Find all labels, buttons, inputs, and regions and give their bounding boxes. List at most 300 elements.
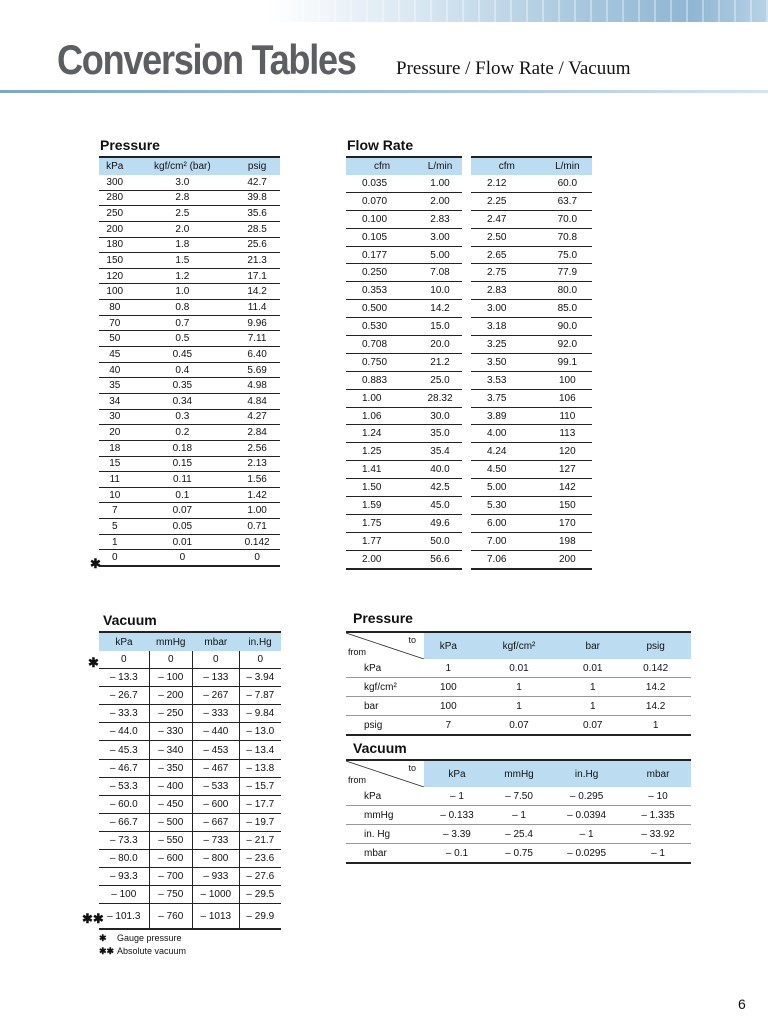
vacuum-table xyxy=(99,631,281,930)
vacuum-row xyxy=(99,850,281,868)
pressure-conversion-cell: kPa xyxy=(346,659,424,678)
vacuum-cell: – 15.7 xyxy=(239,777,281,795)
flow-left-cell: 45.0 xyxy=(418,497,462,515)
vacuum-conversion-cell: – 1 xyxy=(548,825,625,844)
pressure-cell: 120 xyxy=(99,268,131,284)
to-label: to xyxy=(408,763,416,773)
flow-right-cell: 113 xyxy=(543,425,592,443)
pressure-cell: 4.98 xyxy=(234,378,280,394)
pressure-cell: 0.11 xyxy=(131,472,235,488)
flow-right-cell: 5.00 xyxy=(471,479,543,497)
vacuum-conversion-cell: – 0.133 xyxy=(424,806,490,825)
flow-left-row xyxy=(346,175,462,192)
vacuum-conversion-cell: kPa xyxy=(346,787,424,806)
pressure-cell: 11.4 xyxy=(234,300,280,316)
flow-left-row xyxy=(346,336,462,354)
pressure-row xyxy=(99,550,280,566)
flow-right-row xyxy=(471,497,592,515)
vacuum-row xyxy=(99,886,281,904)
pressure-cell: 0.01 xyxy=(131,534,235,550)
vacuum-conversion-cell: – 0.1 xyxy=(424,844,490,864)
pressure-conversion-cell: 14.2 xyxy=(620,678,691,697)
pressure-row xyxy=(99,519,280,535)
vacuum-cell: – 267 xyxy=(193,687,240,705)
flow-left-cell: 0.708 xyxy=(346,336,418,354)
vacuum-conversion-cell: – 1 xyxy=(490,806,548,825)
flow-left-cell: 21.2 xyxy=(418,353,462,371)
pressure-conversion-cell: 7 xyxy=(424,716,473,736)
flow-right-row xyxy=(471,550,592,568)
pressure-row xyxy=(99,378,280,394)
flow-right-cell: 170 xyxy=(543,514,592,532)
pressure-conversion-column-header: kPa xyxy=(424,632,473,659)
flow-right-row xyxy=(471,192,592,210)
flow-left-row xyxy=(346,371,462,389)
flow-right-cell: 100 xyxy=(543,371,592,389)
pressure-cell: 180 xyxy=(99,237,131,253)
pressure-conversion-row xyxy=(346,716,691,736)
pressure-cell: 50 xyxy=(99,331,131,347)
pressure-conversion-cell: 1 xyxy=(473,697,566,716)
flow-right-cell: 4.50 xyxy=(471,461,543,479)
vacuum-cell: 0 xyxy=(193,651,240,669)
vacuum-cell: – 7.87 xyxy=(239,687,281,705)
flow-left-row xyxy=(346,210,462,228)
vacuum-cell: – 23.6 xyxy=(239,850,281,868)
flow-left-cell: 35.0 xyxy=(418,425,462,443)
vacuum-cell: – 9.84 xyxy=(239,705,281,723)
flow-right-cell: 4.24 xyxy=(471,443,543,461)
pressure-row xyxy=(99,487,280,503)
flow-right-row xyxy=(471,407,592,425)
vacuum-conversion-body xyxy=(346,787,691,863)
flow-right-cell: 2.47 xyxy=(471,210,543,228)
footnote-gauge xyxy=(99,933,182,944)
flow-left-row xyxy=(346,532,462,550)
pressure-cell: 0.71 xyxy=(234,519,280,535)
flow-left-cell: 3.00 xyxy=(418,228,462,246)
to-label: to xyxy=(408,635,416,645)
pressure-conversion-cell: 1 xyxy=(620,716,691,736)
pressure-table xyxy=(99,156,280,567)
flow-right-cell: 2.75 xyxy=(471,264,543,282)
pressure-section-title: Pressure xyxy=(100,137,160,153)
flow-left-cell: 0.105 xyxy=(346,228,418,246)
pressure-cell: 39.8 xyxy=(234,190,280,206)
pressure-row xyxy=(99,425,280,441)
pressure-cell: 0 xyxy=(131,550,235,566)
pressure-cell: 15 xyxy=(99,456,131,472)
pressure-cell: 0.4 xyxy=(131,362,235,378)
flow-right-row xyxy=(471,318,592,336)
pressure-conversion-cell: 1 xyxy=(565,697,620,716)
pressure-row xyxy=(99,190,280,206)
flow-right-cell: 3.89 xyxy=(471,407,543,425)
pressure-cell: 5.69 xyxy=(234,362,280,378)
flow-right-cell: 200 xyxy=(543,550,592,568)
pressure-row xyxy=(99,456,280,472)
flow-left-cell: 15.0 xyxy=(418,318,462,336)
vacuum-cell: – 29.5 xyxy=(239,886,281,904)
flow-right-column-header: L/min xyxy=(543,157,592,175)
vacuum-cell: – 73.3 xyxy=(99,831,149,849)
vacuum-conversion-cell: in. Hg xyxy=(346,825,424,844)
pressure-cell: 0.3 xyxy=(131,409,235,425)
flow-left-cell: 1.75 xyxy=(346,514,418,532)
pressure-row xyxy=(99,237,280,253)
pressure-conversion-cell: 1 xyxy=(565,678,620,697)
vacuum-row xyxy=(99,705,281,723)
vacuum-row xyxy=(99,759,281,777)
footnote-absolute-marker: ✱✱ xyxy=(99,946,115,956)
flow-right-cell: 120 xyxy=(543,443,592,461)
flow-right-cell: 3.53 xyxy=(471,371,543,389)
pressure-conversion-cell: bar xyxy=(346,697,424,716)
footnote-absolute-text: Absolute vacuum xyxy=(117,946,187,956)
pressure-cell: 0.142 xyxy=(234,534,280,550)
flow-right-cell: 92.0 xyxy=(543,336,592,354)
pressure-cell: 0.05 xyxy=(131,519,235,535)
pressure-cell: 0.35 xyxy=(131,378,235,394)
pressure-column-header: kgf/cm² (bar) xyxy=(131,157,235,175)
vacuum-cell: – 467 xyxy=(193,759,240,777)
header-band xyxy=(0,0,768,22)
pressure-row xyxy=(99,300,280,316)
flow-right-cell: 2.50 xyxy=(471,228,543,246)
vacuum-cell: – 733 xyxy=(193,831,240,849)
flow-right-row xyxy=(471,371,592,389)
flow-left-cell: 49.6 xyxy=(418,514,462,532)
vacuum-conversion-title: Vacuum xyxy=(353,740,407,756)
flow-left-cell: 0.100 xyxy=(346,210,418,228)
flow-right-row xyxy=(471,479,592,497)
pressure-cell: 10 xyxy=(99,487,131,503)
vacuum-cell: – 760 xyxy=(149,904,192,930)
flow-right-cell: 3.50 xyxy=(471,353,543,371)
flow-left-cell: 56.6 xyxy=(418,550,462,568)
flow-right-cell: 110 xyxy=(543,407,592,425)
vacuum-cell: – 1013 xyxy=(193,904,240,930)
flow-right-cell: 2.65 xyxy=(471,246,543,264)
pressure-cell: 7 xyxy=(99,503,131,519)
vacuum-cell: – 100 xyxy=(149,669,192,687)
pressure-cell: 1.0 xyxy=(131,284,235,300)
flow-right-cell: 63.7 xyxy=(543,192,592,210)
flow-left-row xyxy=(346,318,462,336)
pressure-conversion-column-header: psig xyxy=(620,632,691,659)
pressure-cell: 11 xyxy=(99,472,131,488)
vacuum-cell: 0 xyxy=(99,651,149,669)
pressure-cell: 1 xyxy=(99,534,131,550)
pressure-conversion-row xyxy=(346,678,691,697)
flow-left-header-row xyxy=(346,157,462,175)
pressure-cell: 0.15 xyxy=(131,456,235,472)
pressure-row xyxy=(99,268,280,284)
flow-left-row xyxy=(346,497,462,515)
flow-left-row xyxy=(346,300,462,318)
vacuum-cell: – 33.3 xyxy=(99,705,149,723)
vacuum-conversion-cell: – 0.0295 xyxy=(548,844,625,864)
vacuum-cell: – 750 xyxy=(149,886,192,904)
vacuum-row xyxy=(99,904,281,930)
vacuum-conversion-cell: – 0.295 xyxy=(548,787,625,806)
flow-left-cell: 1.25 xyxy=(346,443,418,461)
vacuum-cell: – 800 xyxy=(193,850,240,868)
vacuum-row xyxy=(99,795,281,813)
pressure-cell: 2.13 xyxy=(234,456,280,472)
flow-right-row xyxy=(471,282,592,300)
pressure-conversion-column-header: bar xyxy=(565,632,620,659)
vacuum-cell: – 80.0 xyxy=(99,850,149,868)
flow-right-cell: 90.0 xyxy=(543,318,592,336)
flow-right-row xyxy=(471,264,592,282)
pressure-cell: 42.7 xyxy=(234,175,280,190)
pressure-cell: 1.00 xyxy=(234,503,280,519)
vacuum-row xyxy=(99,723,281,741)
flow-right-cell: 3.75 xyxy=(471,389,543,407)
pressure-conversion-cell: 0.01 xyxy=(473,659,566,678)
pressure-cell: 30 xyxy=(99,409,131,425)
pressure-cell: 17.1 xyxy=(234,268,280,284)
flow-left-row xyxy=(346,425,462,443)
vacuum-cell: – 29.9 xyxy=(239,904,281,930)
pressure-row xyxy=(99,284,280,300)
vacuum-cell: – 100 xyxy=(99,886,149,904)
pressure-row xyxy=(99,315,280,331)
pressure-cell: 100 xyxy=(99,284,131,300)
flow-left-cell: 42.5 xyxy=(418,479,462,497)
vacuum-conversion-row xyxy=(346,844,691,864)
vacuum-conversion-row xyxy=(346,806,691,825)
pressure-row xyxy=(99,347,280,363)
vacuum-cell: – 250 xyxy=(149,705,192,723)
flow-right-row xyxy=(471,210,592,228)
footnote-absolute xyxy=(99,946,186,957)
pressure-cell: 1.8 xyxy=(131,237,235,253)
flow-right-row xyxy=(471,246,592,264)
vacuum-gauge-marker: ✱ xyxy=(88,655,99,670)
flow-left-cell: 1.59 xyxy=(346,497,418,515)
pressure-cell: 5 xyxy=(99,519,131,535)
pressure-conversion-cell: 100 xyxy=(424,678,473,697)
flow-right-cell: 5.30 xyxy=(471,497,543,515)
vacuum-row xyxy=(99,831,281,849)
flow-right-cell: 3.18 xyxy=(471,318,543,336)
flow-right-row xyxy=(471,389,592,407)
pressure-row xyxy=(99,534,280,550)
flow-left-cell: 14.2 xyxy=(418,300,462,318)
vacuum-cell: – 17.7 xyxy=(239,795,281,813)
flow-left-cell: 5.00 xyxy=(418,246,462,264)
pressure-cell: 0.18 xyxy=(131,440,235,456)
flow-right-row xyxy=(471,461,592,479)
pressure-row xyxy=(99,253,280,269)
pressure-cell: 300 xyxy=(99,175,131,190)
pressure-cell: 200 xyxy=(99,221,131,237)
vacuum-cell: – 133 xyxy=(193,669,240,687)
pressure-conversion-body xyxy=(346,659,691,735)
vacuum-cell: 0 xyxy=(239,651,281,669)
vacuum-row xyxy=(99,741,281,759)
vacuum-conversion-cell: mmHg xyxy=(346,806,424,825)
flow-left-cell: 0.353 xyxy=(346,282,418,300)
vacuum-row xyxy=(99,687,281,705)
flow-right-row xyxy=(471,443,592,461)
pressure-cell: 0.2 xyxy=(131,425,235,441)
pressure-header-row xyxy=(99,157,280,175)
flow-right-column-header: cfm xyxy=(471,157,543,175)
flow-right-cell: 7.00 xyxy=(471,532,543,550)
flow-right-cell: 150 xyxy=(543,497,592,515)
vacuum-cell: – 340 xyxy=(149,741,192,759)
flow-right-row xyxy=(471,425,592,443)
pressure-conversion-cell: 0.142 xyxy=(620,659,691,678)
vacuum-conversion-row xyxy=(346,825,691,844)
flow-right-row xyxy=(471,175,592,192)
pressure-conversion-header-row xyxy=(346,632,691,659)
vacuum-table-body xyxy=(99,651,281,929)
vacuum-cell: – 13.3 xyxy=(99,669,149,687)
vacuum-cell: – 400 xyxy=(149,777,192,795)
flow-left-cell: 25.0 xyxy=(418,371,462,389)
flow-right-cell: 85.0 xyxy=(543,300,592,318)
pressure-cell: 70 xyxy=(99,315,131,331)
flow-left-cell: 1.41 xyxy=(346,461,418,479)
flow-right-cell: 70.8 xyxy=(543,228,592,246)
pressure-cell: 45 xyxy=(99,347,131,363)
pressure-cell: 4.27 xyxy=(234,409,280,425)
vacuum-column-header: mbar xyxy=(193,632,240,651)
flow-left-cell: 1.06 xyxy=(346,407,418,425)
pressure-cell: 2.56 xyxy=(234,440,280,456)
pressure-cell: 34 xyxy=(99,393,131,409)
flow-table-left xyxy=(346,156,462,570)
pressure-row xyxy=(99,440,280,456)
pressure-conversion-cell: 0.07 xyxy=(565,716,620,736)
pressure-cell: 2.8 xyxy=(131,190,235,206)
flow-left-cell: 2.00 xyxy=(418,192,462,210)
pressure-conversion-title: Pressure xyxy=(353,610,413,626)
pressure-cell: 0.5 xyxy=(131,331,235,347)
vacuum-cell: – 330 xyxy=(149,723,192,741)
flow-left-cell: 30.0 xyxy=(418,407,462,425)
flow-left-row xyxy=(346,353,462,371)
vacuum-cell: – 53.3 xyxy=(99,777,149,795)
flow-table-right xyxy=(471,156,592,570)
pressure-row xyxy=(99,472,280,488)
vacuum-conversion-cell: – 0.75 xyxy=(490,844,548,864)
vacuum-cell: – 600 xyxy=(193,795,240,813)
gauge-pressure-marker: ✱ xyxy=(90,556,101,571)
pressure-cell: 1.5 xyxy=(131,253,235,269)
vacuum-cell: – 21.7 xyxy=(239,831,281,849)
pressure-conversion-cell: 0.07 xyxy=(473,716,566,736)
pressure-row xyxy=(99,393,280,409)
flow-left-cell: 0.035 xyxy=(346,175,418,192)
flow-right-cell: 198 xyxy=(543,532,592,550)
vacuum-conversion-column-header: mmHg xyxy=(490,760,548,787)
vacuum-cell: – 13.4 xyxy=(239,741,281,759)
vacuum-row xyxy=(99,813,281,831)
flow-right-row xyxy=(471,514,592,532)
vacuum-conversion-column-header: mbar xyxy=(625,760,691,787)
vacuum-conversion-header-row xyxy=(346,760,691,787)
pressure-table-body xyxy=(99,175,280,566)
flow-left-row xyxy=(346,479,462,497)
pressure-cell: 2.84 xyxy=(234,425,280,441)
pressure-row xyxy=(99,503,280,519)
pressure-conversion-row xyxy=(346,659,691,678)
flow-left-cell: 40.0 xyxy=(418,461,462,479)
vacuum-cell: – 450 xyxy=(149,795,192,813)
vacuum-cell: 0 xyxy=(149,651,192,669)
pressure-column-header: psig xyxy=(234,157,280,175)
flow-left-cell: 0.500 xyxy=(346,300,418,318)
vacuum-cell: – 13.0 xyxy=(239,723,281,741)
flow-right-cell: 3.00 xyxy=(471,300,543,318)
flow-right-cell: 77.9 xyxy=(543,264,592,282)
vacuum-cell: – 550 xyxy=(149,831,192,849)
pressure-row xyxy=(99,409,280,425)
pressure-conversion-cell: 100 xyxy=(424,697,473,716)
flow-right-cell: 127 xyxy=(543,461,592,479)
vacuum-cell: – 333 xyxy=(193,705,240,723)
pressure-conversion-cell: 1 xyxy=(424,659,473,678)
flow-left-cell: 1.50 xyxy=(346,479,418,497)
flow-right-cell: 6.00 xyxy=(471,514,543,532)
pressure-cell: 35.6 xyxy=(234,206,280,222)
pressure-cell: 250 xyxy=(99,206,131,222)
pressure-conversion-cell: 1 xyxy=(473,678,566,697)
vacuum-row xyxy=(99,669,281,687)
flow-left-cell: 35.4 xyxy=(418,443,462,461)
vacuum-cell: – 700 xyxy=(149,868,192,886)
flow-left-row xyxy=(346,246,462,264)
flow-right-row xyxy=(471,300,592,318)
flow-right-cell: 2.25 xyxy=(471,192,543,210)
flow-right-cell: 142 xyxy=(543,479,592,497)
pressure-row xyxy=(99,362,280,378)
vacuum-conversion-cell: – 0.0394 xyxy=(548,806,625,825)
vacuum-column-header: kPa xyxy=(99,632,149,651)
flow-left-cell: 0.177 xyxy=(346,246,418,264)
pressure-row xyxy=(99,206,280,222)
page-number: 6 xyxy=(738,996,746,1012)
pressure-cell: 1.42 xyxy=(234,487,280,503)
footnote-gauge-marker: ✱ xyxy=(99,933,107,943)
flow-left-cell: 0.070 xyxy=(346,192,418,210)
vacuum-conversion-cell: – 1 xyxy=(424,787,490,806)
flow-left-row xyxy=(346,192,462,210)
vacuum-column-header: mmHg xyxy=(149,632,192,651)
pressure-conversion-from-to-corner xyxy=(346,632,424,659)
pressure-cell: 4.84 xyxy=(234,393,280,409)
pressure-cell: 28.5 xyxy=(234,221,280,237)
vacuum-cell: – 933 xyxy=(193,868,240,886)
pressure-cell: 1.2 xyxy=(131,268,235,284)
pressure-cell: 7.11 xyxy=(234,331,280,347)
pressure-cell: 150 xyxy=(99,253,131,269)
pressure-cell: 0.34 xyxy=(131,393,235,409)
flow-right-row xyxy=(471,336,592,354)
vacuum-cell: – 93.3 xyxy=(99,868,149,886)
vacuum-row xyxy=(99,868,281,886)
pressure-cell: 0.8 xyxy=(131,300,235,316)
pressure-conversion-row xyxy=(346,697,691,716)
flow-section-title: Flow Rate xyxy=(347,137,414,153)
pressure-cell: 0 xyxy=(234,550,280,566)
flow-right-cell: 2.83 xyxy=(471,282,543,300)
